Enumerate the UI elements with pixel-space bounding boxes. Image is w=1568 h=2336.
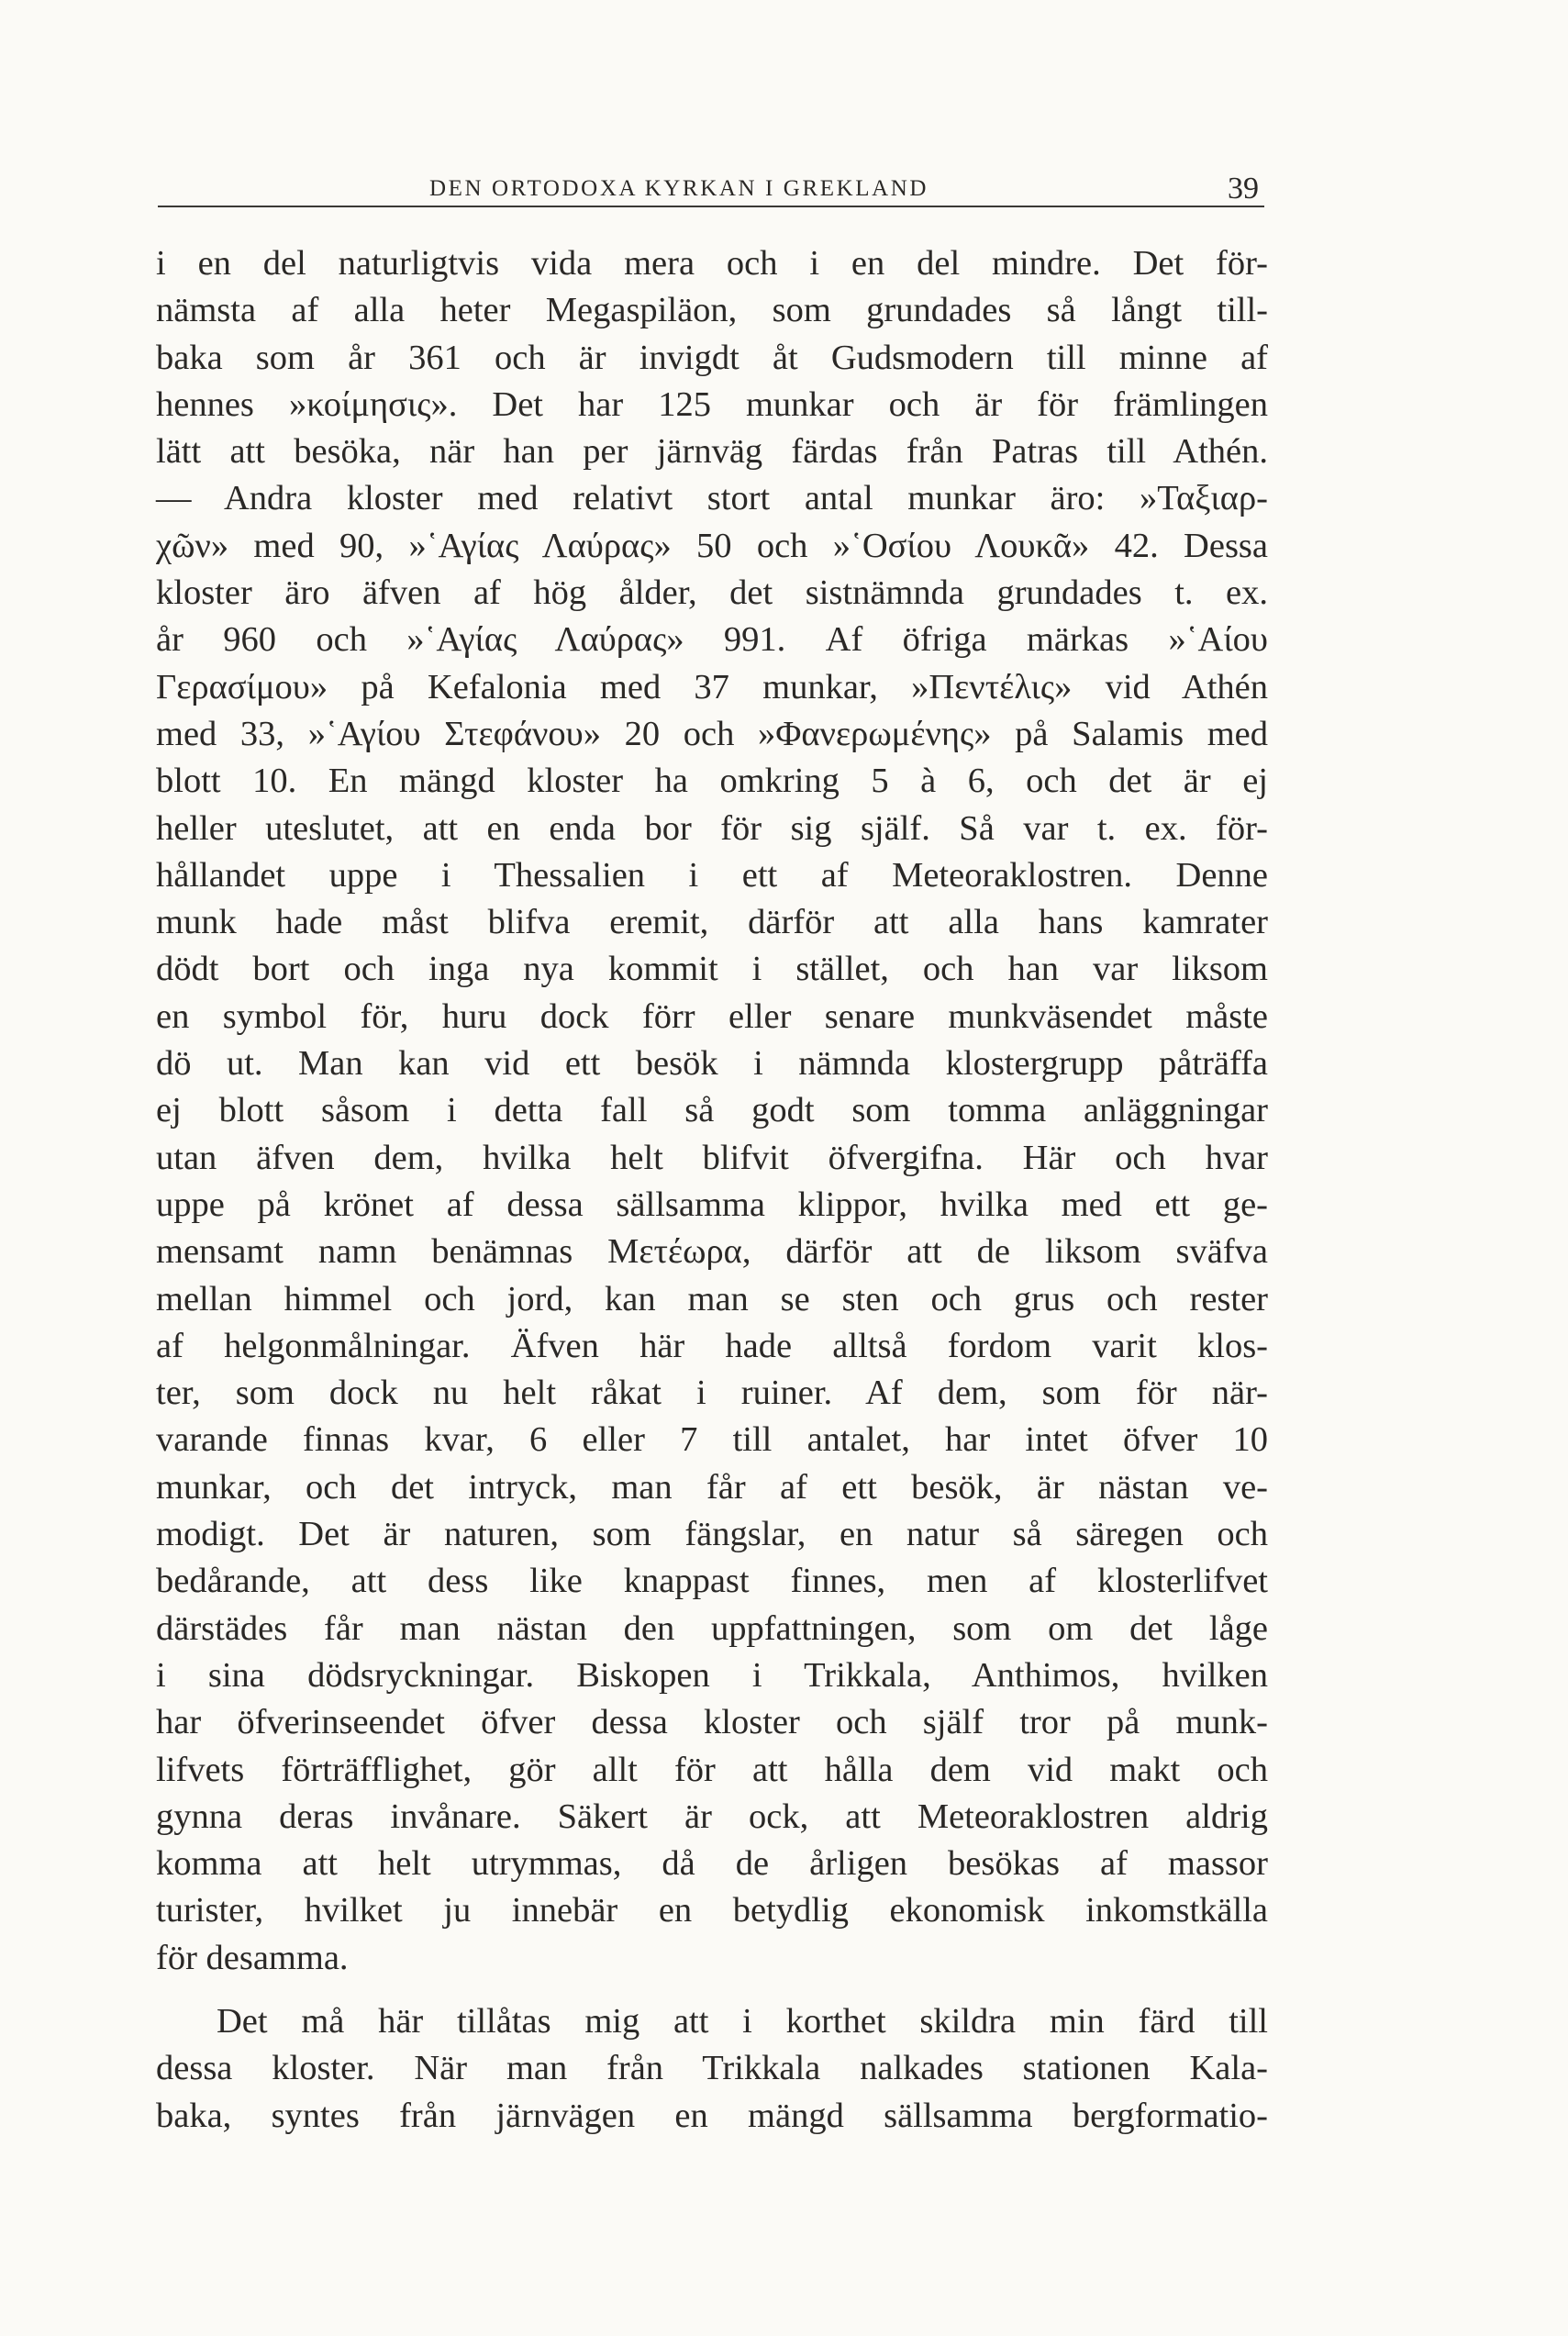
paragraph — [156, 1982, 1268, 2140]
text-line: blott 10. En mängd kloster ha omkring 5 à 6, och det är ej — [156, 762, 1268, 801]
text-line: med 33, »῾Αγίου Στεφάνου» 20 och »Φανερωμένης» på Salamis med — [156, 714, 1268, 753]
text-line: komma att helt utrymmas, då de årligen besökas af massor — [156, 1844, 1268, 1884]
text-line: hållandet uppe i Thessalien i ett af Meteoraklostren. Denne — [156, 855, 1268, 895]
text-line: varande finnas kvar, 6 eller 7 till antalet, har intet öfver 10 — [156, 1420, 1268, 1460]
text-line: mellan himmel och jord, kan man se sten och grus och rester — [156, 1279, 1268, 1318]
page-number: 39 — [1228, 172, 1259, 206]
text-line: dessa kloster. När man från Trikkala nalkades stationen Kala- — [156, 2049, 1268, 2088]
text-line: — Andra kloster med relativt stort antal munkar äro: »Ταξιαρ- — [156, 479, 1268, 518]
text-line: munkar, och det intryck, man får af ett besök, är nästan ve- — [156, 1467, 1268, 1507]
text-line: Det må här tillåtas mig att i korthet skildra min färd till — [217, 2001, 1268, 2041]
text-line: utan äfven dem, hvilka helt blifvit öfvergifna. Här och hvar — [156, 1138, 1268, 1177]
text-line: nämsta af alla heter Megaspiläon, som grundades så långt till- — [156, 291, 1268, 330]
text-line: χῶν» med 90, »῾Αγίας Λαύρας» 50 och »῾Οσίου Λουκᾶ» 42. Dessa — [156, 526, 1268, 565]
text-line: ter, som dock nu helt råkat i ruiner. Af dem, som för när- — [156, 1374, 1268, 1413]
text-line: har öfverinseendet öfver dessa kloster och själf tror på munk- — [156, 1703, 1268, 1742]
page-header — [158, 172, 1264, 207]
running-title: DEN ORTODOXA KYRKAN I GREKLAND — [429, 176, 929, 201]
text-line: lifvets förträfflighet, gör allt för att hålla dem vid makt och — [156, 1750, 1268, 1789]
text-line: hennes »κοίμησις». Det har 125 munkar och är för främlingen — [156, 384, 1268, 424]
paragraph-gap — [156, 1982, 1268, 1998]
paragraph — [156, 240, 1268, 1982]
text-line: bedårande, att dess like knappast finnes, men af klosterlifvet — [156, 1562, 1268, 1601]
text-line: baka som år 361 och är invigdt åt Gudsmodern till minne af — [156, 338, 1268, 377]
text-line: lätt att besöka, när han per järnväg färdas från Patras till Athén. — [156, 432, 1268, 472]
text-line: uppe på krönet af dessa sällsamma klippor, hvilka med ett ge- — [156, 1185, 1268, 1224]
text-line: heller uteslutet, att en enda bor för sig själf. Så var t. ex. för- — [156, 808, 1268, 848]
text-line: modigt. Det är naturen, som fängslar, en natur så säregen och — [156, 1515, 1268, 1554]
text-line: i sina dödsryckningar. Biskopen i Trikkala, Anthimos, hvilken — [156, 1655, 1268, 1695]
text-line: en symbol för, huru dock förr eller senare munkväsendet måste — [156, 996, 1268, 1036]
text-line: dö ut. Man kan vid ett besök i nämnda klostergrupp påträffa — [156, 1044, 1268, 1084]
text-line: af helgonmålningar. Äfven här hade alltså fordom varit klos- — [156, 1326, 1268, 1365]
body-text — [156, 240, 1268, 2140]
text-line: ej blott såsom i detta fall så godt som tomma anläggningar — [156, 1091, 1268, 1130]
text-line: för desamma. — [156, 1938, 349, 1977]
text-line: Γερασίμου» på Kefalonia med 37 munkar, »Πεντέλις» vid Athén — [156, 667, 1268, 706]
text-line: gynna deras invånare. Säkert är ock, att Meteoraklostren aldrig — [156, 1796, 1268, 1836]
text-line: munk hade måst blifva eremit, därför att alla hans kamrater — [156, 903, 1268, 942]
text-line: mensamt namn benämnas Μετέωρα, därför att de liksom sväfva — [156, 1232, 1268, 1272]
text-line: baka, syntes från järnvägen en mängd sällsamma bergformatio- — [156, 2096, 1268, 2135]
text-line: turister, hvilket ju innebär en betydlig ekonomisk inkomstkälla — [156, 1891, 1268, 1930]
text-line: dödt bort och inga nya kommit i stället, och han var liksom — [156, 950, 1268, 989]
text-line: därstädes får man nästan den uppfattningen, som om det låge — [156, 1608, 1268, 1648]
text-line: i en del naturligtvis vida mera och i en del mindre. Det för- — [156, 244, 1268, 283]
text-line: kloster äro äfven af hög ålder, det sistnämnda grundades t. ex. — [156, 573, 1268, 613]
text-line: år 960 och »῾Αγίας Λαύρας» 991. Af öfriga märkas »῾Αίου — [156, 620, 1268, 660]
